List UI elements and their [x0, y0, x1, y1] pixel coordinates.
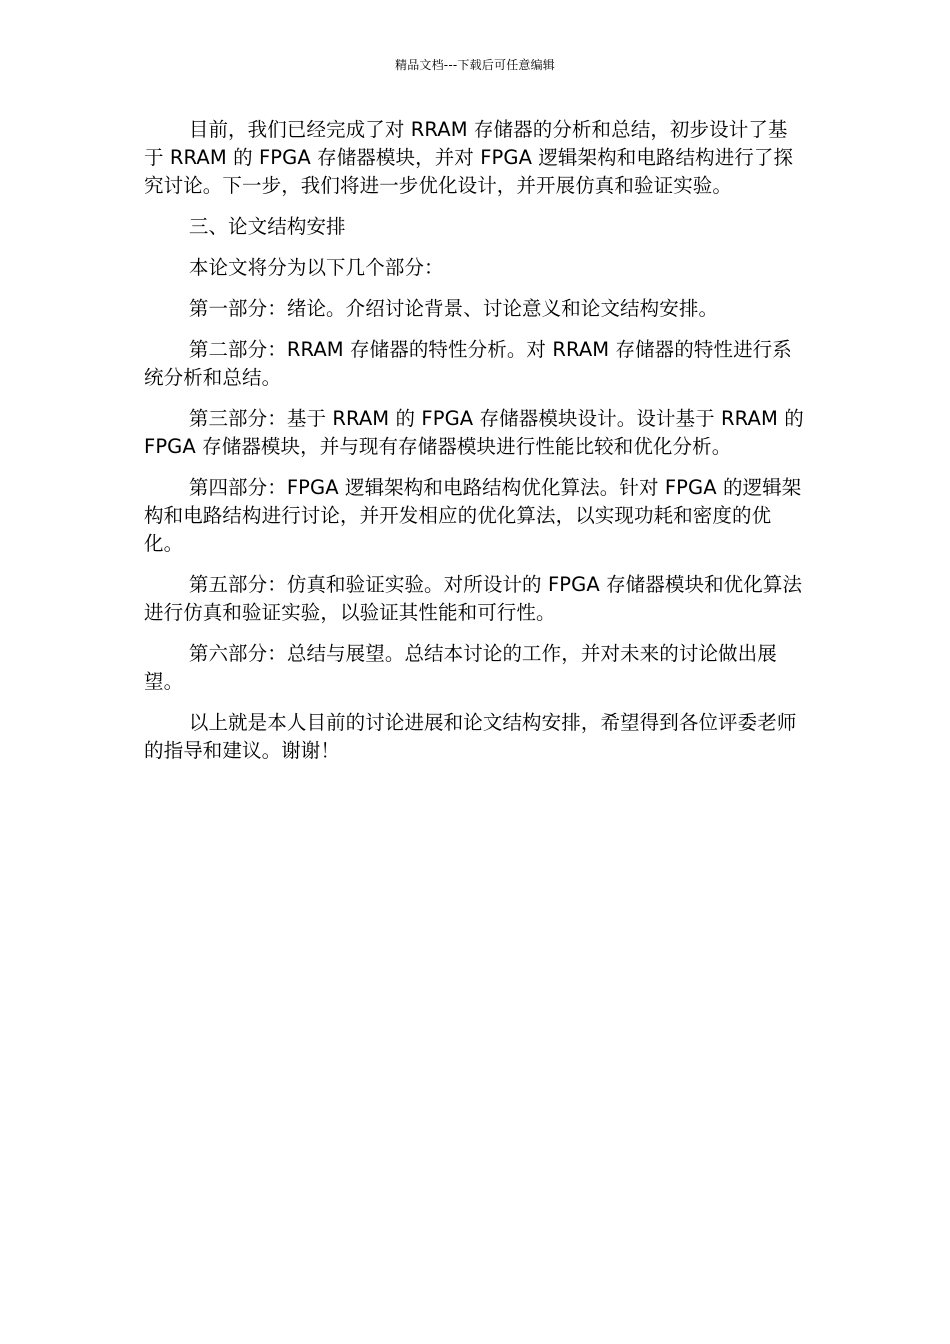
- paragraph-intro: 本论文将分为以下几个部分：: [188, 256, 444, 279]
- paragraph-part-1: 第一部分：绪论。介绍讨论背景、讨论意义和论文结构安排。: [188, 297, 719, 320]
- paragraph-part-4: 第四部分：FPGA 逻辑架构和电路结构优化算法。针对 FPGA 的逻辑架构和电路结构进行讨论，并开发相应的优化算法，以实现功耗和密度的优化。: [144, 476, 802, 555]
- paragraph-part-6: 第六部分：总结与展望。总结本讨论的工作，并对未来的讨论做出展望。: [144, 642, 777, 693]
- paragraph-part-5: 第五部分：仿真和验证实验。对所设计的 FPGA 存储器模块和优化算法进行仿真和验证实验，以验证其性能和可行性。: [144, 573, 803, 624]
- paragraph-part-3: 第三部分：基于 RRAM 的 FPGA 存储器模块设计。设计基于 RRAM 的 FPGA 存储器模块，并与现有存储器模块进行性能比较和优化分析。: [144, 407, 804, 458]
- paragraph-progress: 目前，我们已经完成了对 RRAM 存储器的分析和总结，初步设计了基于 RRAM 的 FPGA 存储器模块，并对 FPGA 逻辑架构和电路结构进行了探究讨论。下一步，我们将进一步优化设计，并开展仿真和验证实验。: [144, 118, 794, 197]
- section-heading-structure: 三、论文结构安排: [188, 215, 346, 238]
- paragraph-closing: 以上就是本人目前的讨论进展和论文结构安排，希望得到各位评委老师的指导和建议。谢谢！: [144, 711, 797, 762]
- document-body: [144, 116, 804, 778]
- paragraph-part-2: 第二部分：RRAM 存储器的特性分析。对 RRAM 存储器的特性进行系统分析和总结。: [144, 338, 792, 389]
- page-header: 精品文档---下载后可任意编辑: [395, 58, 555, 72]
